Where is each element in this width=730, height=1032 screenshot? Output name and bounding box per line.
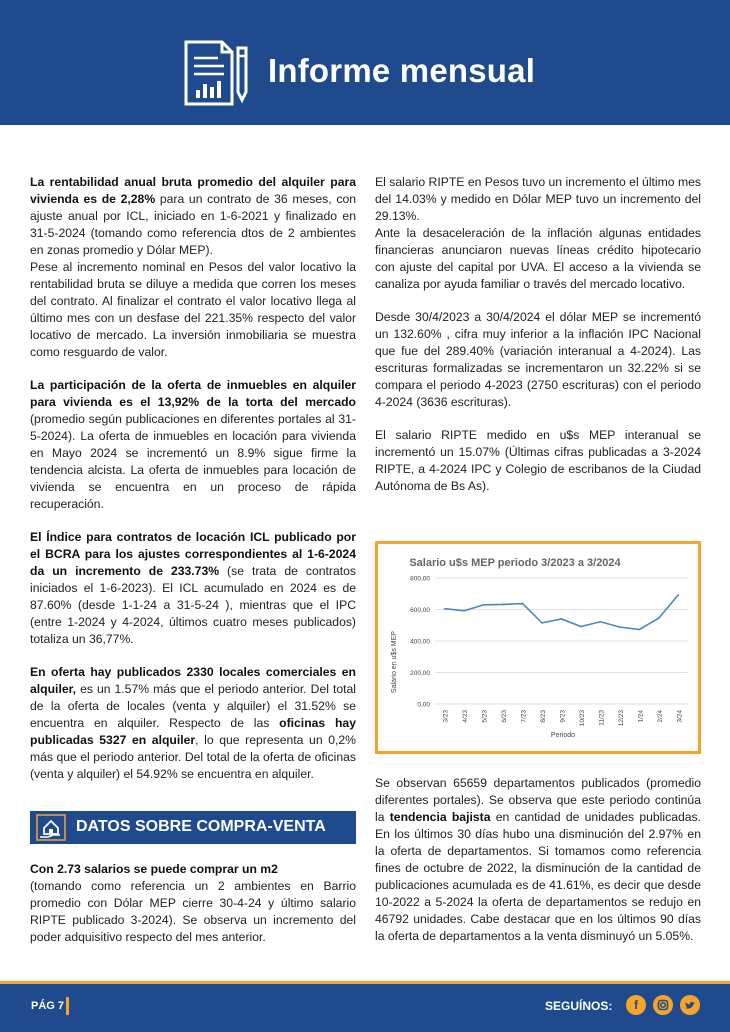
chart-xtick-label: 6/23 xyxy=(501,710,509,723)
chart-point xyxy=(541,622,543,624)
paragraph: Pese al incremento nominal en Pesos del valor locativo la rentabilidad bruta se diluye a medida que corren los meses del contrato. Al finalizar el contrato el valor locativo llega al último mes con un desfase del 221.35% respecto del valor locativo de mercado. La inversión inmobiliaria se muestra como resguardo de valor. xyxy=(30,260,356,359)
report-document-icon xyxy=(182,38,250,108)
chart-xlabel: Periodo xyxy=(550,732,576,739)
page-footer xyxy=(0,984,730,1032)
paragraph-text: (se trata de contratos iniciados el 1-6-2023). El ICL acumulado en 2024 es de 87.60% (desde 1-1-24 a 31-5-24 ), mientras que el IPC (entre 1-2024 y 4-2024, últimos cuatro meses publicados) totaliza un 36,77%. xyxy=(30,564,356,646)
chart-point xyxy=(463,610,465,612)
paragraph xyxy=(30,174,356,259)
twitter-icon[interactable] xyxy=(680,995,700,1015)
paragraph: El salario RIPTE en Pesos tuvo un incremento el último mes del 14.03% y medido en Dólar MEP tuvo un incremento del 29.13%. xyxy=(375,175,701,223)
left-column xyxy=(30,174,356,799)
chart-xtick-label: 10/23 xyxy=(578,710,586,727)
bold-text: tendencia bajista xyxy=(389,810,491,824)
page-number: PÁG 7 xyxy=(31,1000,65,1012)
follow-label: SEGUÍNOS: xyxy=(545,999,613,1013)
chart-point xyxy=(677,594,679,596)
chart-point xyxy=(638,629,640,631)
chart-xtick-label: 7/23 xyxy=(520,710,528,723)
bold-text: El Índice para contratos de locación ICL publicado por el BCRA para los ajustes correspondientes al 1-6-2024 da un incremento de 233.73% xyxy=(30,530,356,578)
page-header xyxy=(0,0,730,125)
instagram-icon[interactable] xyxy=(653,995,673,1015)
chart-title: Salario u$s MEP periodo 3/2023 a 3/2024 xyxy=(409,557,621,569)
paragraph xyxy=(375,775,701,945)
chart-ytick-label: 200,00 xyxy=(410,670,430,677)
chart-point xyxy=(444,608,446,610)
chart-point xyxy=(483,604,485,606)
bold-text: En oferta hay publicados 2330 locales comerciales en alquiler, xyxy=(30,665,356,696)
chart-point xyxy=(658,617,660,619)
chart-xtick-label: 3/24 xyxy=(676,710,684,723)
paragraph-text: (tomando como referencia un 2 ambientes en Barrio promedio con Dólar MEP cierre 30-4-24 y último salario RIPTE publicado 3-2024). Se observa un incremento del poder adquisitivo respecto del mes anterior. xyxy=(30,879,356,944)
chart-ytick-label: 0,00 xyxy=(417,701,430,709)
page-title: Informe mensual xyxy=(268,52,536,89)
chart-xtick-label: 12/23 xyxy=(617,710,625,727)
bold-text: La participación de la oferta de inmuebles en alquiler para vivienda es el 13,92% de la torta del mercado xyxy=(30,378,356,409)
paragraph: Desde 30/4/2023 a 30/4/2024 el dólar MEP se incrementó un 132.60% , cifra muy inferior a la inflación IPC Nacional que fue del 289.40% (variación interanual a 4-2024). Las escrituras formalizadas se incrementaron un 32.22% si se compara el periodo 4-2023 (2750 escrituras) con el periodo 4-2024 (3636 escrituras). xyxy=(375,310,701,409)
bold-text: oficinas hay publicadas 5327 en alquiler xyxy=(30,716,356,747)
bold-text: Con 2.73 salarios se puede comprar un m2 xyxy=(30,862,278,876)
chart-point xyxy=(619,626,621,628)
paragraph xyxy=(30,529,356,648)
chart-point xyxy=(561,618,563,620)
chart-point xyxy=(600,621,602,623)
section-banner xyxy=(30,811,356,844)
chart-xtick-label: 1/24 xyxy=(637,710,645,723)
salary-chart xyxy=(375,541,701,754)
chart-xtick-label: 11/23 xyxy=(598,710,606,726)
paragraph xyxy=(30,377,356,513)
chart-ytick-label: 400,00 xyxy=(410,638,430,646)
chart-xtick-label: 8/23 xyxy=(540,710,548,723)
chart-svg xyxy=(378,544,698,751)
chart-xtick-label: 2/24 xyxy=(656,710,664,723)
paragraph: Ante la desaceleración de la inflación algunas entidades financieras anunciaron nuevas líneas crédito hipotecario con ajuste del capital por UVA. El acceso a la vivienda se canaliza por ayuda familiar o través del mercado locativo. xyxy=(375,226,701,291)
page-number-bar xyxy=(66,997,69,1015)
chart-xtick-label: 4/23 xyxy=(462,710,470,723)
chart-ytick-label: 800,00 xyxy=(410,575,430,583)
chart-ytick-label: 600,00 xyxy=(410,607,430,614)
banner-title: DATOS SOBRE COMPRA-VENTA xyxy=(76,818,326,835)
chart-point xyxy=(580,626,582,628)
paragraph-text: en cantidad de unidades publicadas. En los últimos 30 días hubo una disminución del 2.97% en la oferta de departamentos. Si tomamos como referencia fines de octubre de 2022, la disminución de la cantidad de publicaciones acumulada es de 41.61%, es decir que desde 10-2022 a 5-2024 la oferta de departamentos se redujo en 46792 unidades. Cabe destacar que en los últimos 90 días la oferta de departamentos a la venta disminuyó un 5.05%. xyxy=(375,810,702,943)
chart-point xyxy=(502,604,504,606)
paragraph xyxy=(30,861,356,946)
facebook-icon[interactable]: f xyxy=(626,995,646,1015)
paragraph-text: (promedio según publicaciones en diferentes portales al 31-5-2024). La oferta de inmuebles en locación para vivienda en Mayo 2024 se incrementó un 8.9% sigue firme la tendencia alcista. La oferta de inmuebles para locación de vivienda se encuentra en un proceso de rápida recuperación. xyxy=(30,412,356,511)
paragraph-text: es un 1.57% más que el periodo anterior. Del total de la oferta de locales (venta y alquiler) el 31.52% se encuentra en alquiler. Respecto de las xyxy=(30,682,356,730)
paragraph-text: para un contrato de 36 meses, con ajuste anual por ICL, iniciado en 1-6-2021 y finalizado en 31-5-2024 (tomando como referencia dtos de 2 ambientes en zonas promedio y Dólar MEP). xyxy=(30,192,356,257)
chart-xtick-label: 9/23 xyxy=(559,710,567,723)
chart-ylabel: Salario en u$s MEP xyxy=(391,631,398,693)
paragraph-text: , lo que representa un 0,2% más que el periodo anterior. Del total de la oferta de oficinas (venta y alquiler) el 54.92% se encuentra en alquiler. xyxy=(30,733,356,781)
chart-xtick-label: 3/23 xyxy=(442,710,450,723)
bold-text: La rentabilidad anual bruta promedio del alquiler para vivienda es de 2,28% xyxy=(30,175,356,206)
paragraph xyxy=(30,664,356,783)
paragraph: El salario RIPTE medido en u$s MEP interanual se incrementó un 15.07% (Últimas cifras publicadas a 3-2024 RIPTE, a 4-2024 IPC y Colegio de escribanos de la Ciudad Autónoma de Bs As). xyxy=(375,428,701,493)
paragraph-text: Se observan 65659 departamentos publicados (promedio diferentes portales). Se observa que este periodo continúa la xyxy=(375,776,701,824)
chart-series-line xyxy=(445,595,679,630)
left-column-bottom xyxy=(30,861,356,946)
chart-point xyxy=(522,603,524,605)
chart-xtick-label: 5/23 xyxy=(481,710,489,723)
right-column-bottom xyxy=(375,775,701,945)
right-column xyxy=(375,174,701,511)
house-hand-icon xyxy=(36,814,66,841)
